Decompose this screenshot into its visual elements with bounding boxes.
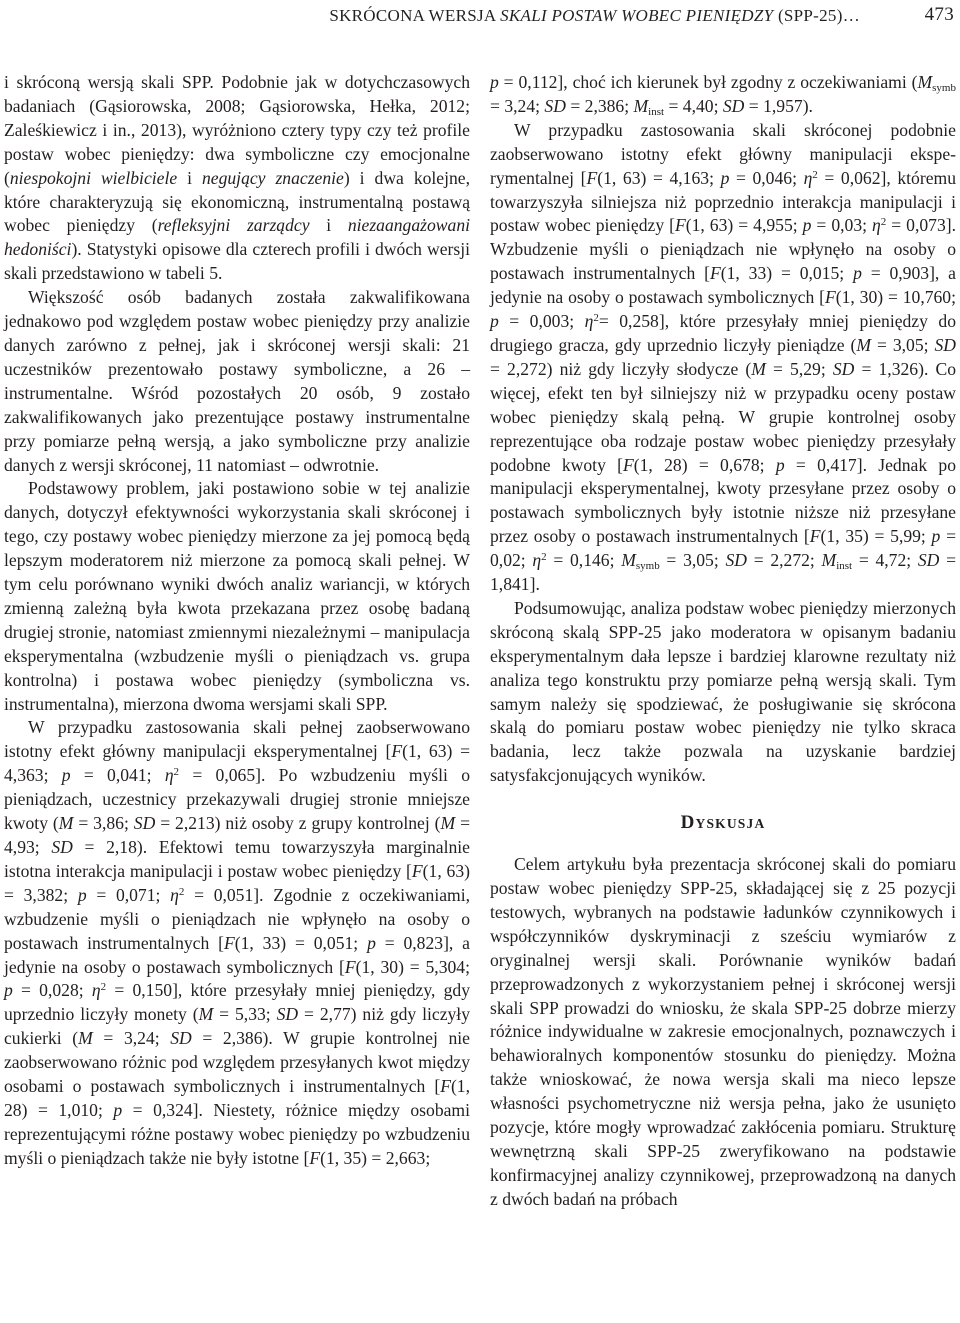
paragraph-full-scale-results: W przypadku zastosowania skali pełnej zaobserwowano istotny efekt główny manipulacji eksperymentalnej [F(1, 63) = 4,363; p = 0,041; $\eta^2 = 0,065$]. Po wzbudzeniu myśli o pieniądzach, uczestnicy przekazywali drugiej stronie mniejsze kwoty (M = 3,86; SD = 2,213) niż osoby z grupy kontrolnej (M = 4,93; SD = 2,18). Efektowi temu towarzyszyła marginalnie istotna interakcja manipulacji i postaw wobec pieniędzy [F(1, 63) = 3,382; p = 0,071; $\eta^2 = 0,051$]. Zgodnie z oczekiwaniami, wzbudzenie myśli o pieniądzach nie wpłynęło na osoby o postawach instrumentalnych [F(1, 33) = 0,051; p = 0,823], a jedynie na osoby o postawach symbolicznych [F(1, 30) = 5,304; p = 0,028; $\eta^2 = 0,150$], które przesyłały mniej pieniędzy, gdy uprzednio liczyły monety (M = 5,33; SD = 2,77) niż gdy liczyły cukierki (M = 3,24; SD = 2,386). W grupie kontrolnej nie zaobserwowano różnic pod względem przesyłanych kwot między osobami o postawach symbolicznych i instrumentalnych [F(1, 28) = 1,010; p = 0,324]. Niestety, różnice między osobami reprezentującymi różne postawy wobec pieniędzy po wzbudzeniu myśli o pieniądzach także nie były istotne [F(1, 35) = 2,663; bbox=[4, 717, 471, 1168]
paragraph-problem: Podstawowy problem, jaki postawiono sobie w tej analizie danych, dotyczył efektywności wykorzystania skali skróconej i tego, czy postawy wobec pieniędzy mierzone za jej pomocą będą lepszym moderatorem niż mierzone za pomocą skali pełnej. W tym celu porównano wyniki dwóch analiz wariancji, w których zmienną zależną była kwota przekazana przez osobę badaną drugiej stronie, natomiast zmiennymi niezależnymi – manipulacja eksperymentalna (wzbudzenie myśli o pieniądzach vs. grupa kontrolna) i postawa wobec pieniędzy (symboliczna vs. instrumentalna), mierzona dwoma wersjami skali SPP. bbox=[4, 478, 470, 714]
page-number: 473 bbox=[924, 4, 954, 25]
paragraph-full-scale-continued: p = 0,112], choć ich kierunek był zgodny z oczekiwaniami ($M_{symb} = 3,24$; SD = 2,386; $M_{inst} = 4,40$; SD = 1,957). bbox=[490, 72, 956, 118]
paragraph-short-scale-results: W przypadku zastosowania skali skróconej podobnie zaobserwowano istotny efekt główny manipulacji eksperymentalnej [F(1, 63) = 4,163; p = 0,046; $\eta^2 = 0,062$], któremu towarzyszyła silniejsza niż poprzednio interakcja manipulacji i postaw wobec pieniędzy [F(1, 63) = 4,955; p = 0,03; $\eta^2 = 0,073$]. Wzbudzenie myśli o pieniądzach nie wpłynęło na osoby o postawach instrumentalnych [F(1, 33) = 0,015; p = 0,903], a jedynie na osoby o postawach symbolicznych [F(1, 30) = 10,760; p = 0,003; $\eta^2= 0,258$], które przesyłały mniej pieniędzy do drugiego gracza, gdy uprzednio liczyły pieniądze (M = 3,05; SD = 2,272) niż gdy liczyły słodycze (M = 5,29; SD = 1,326). Co więcej, efekt ten był silniejszy niż w przypadku oceny postaw wobec pieniędzy skalą pełną. W grupie kontrolnej osoby reprezentujące oba rodzaje postaw wobec pieniędzy przesyłały podobne kwoty [F(1, 28) = 0,678; p = 0,417]. Jednak po manipulacji eksperymentalnej, kwoty przesyłane przez osoby o postawach symbolicznych były istotnie niższe niż przesyłane przez osoby o postawach instrumentalnych [F(1, 35) = 5,99; p = 0,02; $\eta^2 = 0,146$; $M_{symb} = 3,05$; SD = 2,272; $M_{inst} = 4,72$; SD = 1,841]. bbox=[490, 119, 957, 595]
paragraph-summary: Podsumowując, analiza podstaw wobec pieniędzy mierzonych skróconą skalą SPP-25 jako moderatora w opisanym badaniu eksperymentalnym dała lepsze i bardziej klarowne rezultaty niż analiza tego konstruktu przy pomiarze pełną wersją skali. Tym samym należy się spodziewać, że posługiwanie się skrócona skalą do pomiaru postaw wobec pieniędzy nie tylko skraca badania, lecz także pozwala na uzyskanie bardziej satysfakcjonujących wyników. bbox=[490, 597, 956, 786]
right-column bbox=[490, 71, 956, 1212]
section-heading-dyskusja: DYSKUSJA bbox=[680, 812, 766, 834]
left-column bbox=[4, 71, 470, 1171]
paragraph-discussion: Celem artykułu była prezentacja skróconej skali do pomiaru postaw wobec pieniędzy SPP-25, składającej się z 25 pozycji testowych, wybranych na podstawie ładunków czynnikowych i współczynników dyskryminacji z sześciu wymiarów z oryginalnej wersji skali. Porównanie wyników badań przeprowadzonych z wykorzystaniem pełnej i skróconej wersji skali SPP prowadzi do wniosku, że skala SPP-25 dobrze mierzy różnice indywidualne w zakresie emocjonalnych, poznawczych i behawioralnych komponentów stosunku do pieniędzy. Można także wnioskować, że nowa wersja skali ma nieco lepsze własności psychometryczne niż wersja pełna, jako że usunięto pozycje, które mogły wprowadzać zakłócenia pomiaru. Strukturę wewnętrzną skali SPP-25 zweryfikowano na podstawie konfirmacyjnej analizy czynnikowej, przeprowadzoną na danych z dwóch badań na próbach bbox=[490, 854, 956, 1209]
running-head-title: SKRÓCONA WERSJA SKALI POSTAW WOBEC PIENIĘDZY (SPP-25)… bbox=[329, 6, 860, 25]
paragraph-classification: Większość osób badanych została zakwalifikowana jednakowo pod względem postaw wobec pieniędzy przy analizie danych zarówno z pełnej, jak i skróconej wersji skali: 21 uczestników prezentowało postawy symboliczne, a 26 – instrumentalne. Wśród pozostałych 20 osób, 9 zostało zakwalifikowanych jako prezentujące postawy instrumentalne przy pomiarze pełną wersją, a jako symboliczne przy analizie danych z wersji skróconej, 11 natomiast – odwrotnie. bbox=[4, 287, 470, 475]
paragraph-profiles: i skróconą wersją skali SPP. Podobnie jak w dotychczasowych badaniach (Gąsiorowska, 2008; Gąsiorowska, Hełka, 2012; Zaleśkiewicz i in., 2013), wyróżniono cztery typy czy też profile postaw wobec pieniędzy: dwa symboliczne czy emocjonalne (niespokojni wielbiciele i negujący znaczenie) i dwa kolejne, które charakteryzują się ekonomiczną, instrumentalną postawą wobec pieniędzy (refleksyjni zarządcy i niezaangażowani hedoniści). Statystyki opisowe dla czterech profili i dwóch wersji skali przedstawiono w tabeli 5. bbox=[4, 72, 471, 284]
running-head bbox=[0, 4, 960, 34]
